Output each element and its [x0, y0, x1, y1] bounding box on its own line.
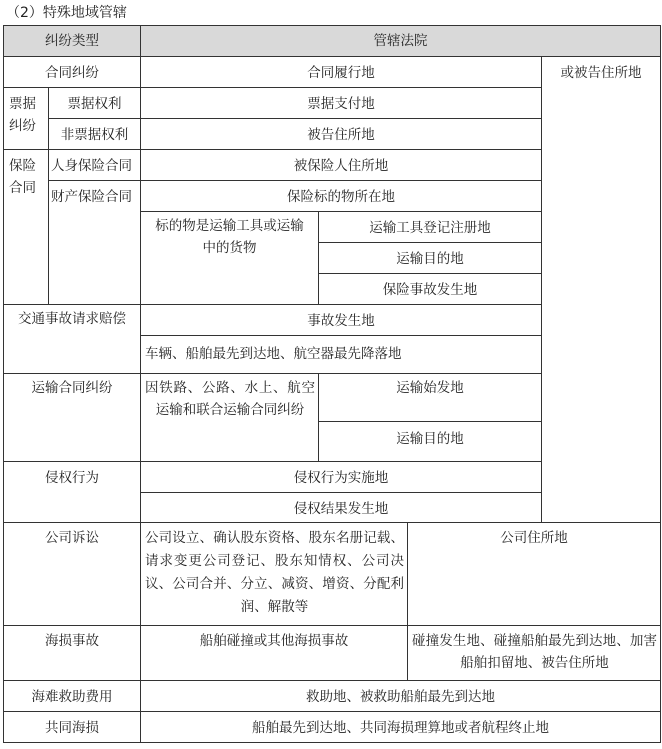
tort-court-result: 侵权结果发生地 — [140, 492, 542, 523]
average-type: 共同海损 — [3, 711, 141, 743]
maritime-condition: 船舶碰撞或其他海损事故 — [140, 625, 408, 681]
company-condition: 公司设立、确认股东资格、股东名册记载、请求变更公司登记、股东知情权、公司决议、公司合并、分立、减资、增资、分配利润、解散等 — [140, 522, 408, 626]
traffic-type: 交通事故请求赔偿 — [3, 304, 141, 374]
salvage-type: 海难救助费用 — [3, 680, 141, 712]
maritime-court: 碰撞发生地、碰撞船舶最先到达地、加害船舶扣留地、被告住所地 — [407, 625, 661, 681]
average-court: 船舶最先到达地、共同海损理算地或者航程终止地 — [140, 711, 661, 743]
bill-type: 票据纠纷 — [3, 87, 49, 150]
traffic-court-arrival: 车辆、船舶最先到达地、航空器最先降落地 — [140, 335, 542, 374]
maritime-type: 海损事故 — [3, 625, 141, 681]
transport-court-destination: 运输目的地 — [318, 421, 542, 462]
bill-sub-nonrights: 非票据权利 — [48, 118, 141, 150]
bill-court-defendant: 被告住所地 — [140, 118, 542, 150]
transport-type: 运输合同纠纷 — [3, 373, 141, 462]
insurance-type: 保险合同 — [3, 149, 49, 305]
bill-court-payment: 票据支付地 — [140, 87, 542, 119]
insurance-court-registration: 运输工具登记注册地 — [318, 211, 542, 243]
transport-court-origin: 运输始发地 — [318, 373, 542, 422]
bill-sub-rights: 票据权利 — [48, 87, 141, 119]
tort-type: 侵权行为 — [3, 461, 141, 523]
alt-defendant-domicile: 或被告住所地 — [541, 56, 661, 523]
insurance-court-destination: 运输目的地 — [318, 242, 542, 274]
salvage-court: 救助地、被救助船舶最先到达地 — [140, 680, 661, 712]
insurance-life-court: 被保险人住所地 — [140, 149, 542, 181]
traffic-court-accident: 事故发生地 — [140, 304, 542, 336]
contract-type: 合同纠纷 — [3, 56, 141, 88]
insurance-property-court: 保险标的物所在地 — [140, 180, 542, 212]
tort-court-act: 侵权行为实施地 — [140, 461, 542, 493]
company-court: 公司住所地 — [407, 522, 661, 626]
insurance-life: 人身保险合同 — [48, 149, 141, 181]
contract-court: 合同履行地 — [140, 56, 542, 88]
header-court: 管辖法院 — [140, 25, 661, 57]
header-dispute-type: 纠纷类型 — [3, 25, 141, 57]
section-title: （2）特殊地域管辖 — [6, 5, 127, 21]
transport-condition: 因铁路、公路、水上、航空运输和联合运输合同纠纷 — [140, 373, 319, 462]
insurance-transport-condition: 标的物是运输工具或运输中的货物 — [140, 211, 319, 305]
insurance-property: 财产保险合同 — [48, 180, 141, 305]
insurance-court-accident: 保险事故发生地 — [318, 273, 542, 305]
company-type: 公司诉讼 — [3, 522, 141, 626]
